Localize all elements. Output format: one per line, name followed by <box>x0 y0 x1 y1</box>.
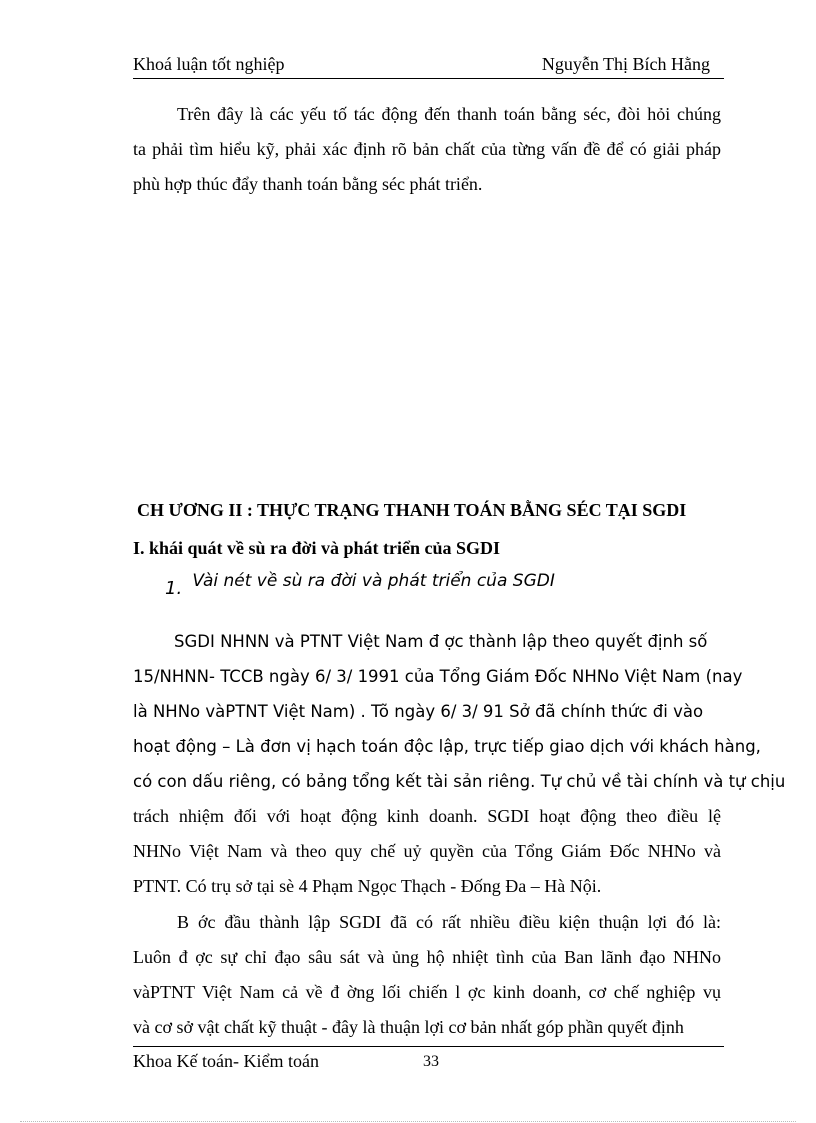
paragraph-line: Luôn đ ợc sự chỉ đạo sâu sát và ủng hộ nhiệt tình của Ban lãnh đạo NHNo <box>133 947 721 967</box>
chapter-title: CH ƯƠNG II : THỰC TRẠNG THANH TOÁN BẰNG SÉC TẠI SGDI <box>137 500 687 520</box>
paragraph-line: trách nhiệm đối với hoạt động kinh doanh. SGDI hoạt động theo điều lệ <box>133 806 721 826</box>
section-title: I. khái quát về sù ra đời và phát triển của SGDI <box>133 538 501 558</box>
page-boundary-divider <box>20 1121 796 1122</box>
intro-line: Trên đây là các yếu tố tác động đến thanh toán bằng séc, đòi hỏi chúng <box>177 104 721 124</box>
paragraph-line: B ớc đầu thành lập SGDI đã có rất nhiều điều kiện thuận lợi đó là: <box>177 912 721 932</box>
intro-line: phù hợp thúc đẩy thanh toán bằng séc phát triển. <box>133 174 483 194</box>
paragraph-line: SGDI NHNN và PTNT Việt Nam đ ợc thành lập theo quyết định số <box>174 632 708 651</box>
subsection-number: 1. <box>165 578 183 599</box>
header-thesis-label: Khoá luận tốt nghiệp <box>133 54 285 74</box>
paragraph-line: vàPTNT Việt Nam cả về đ ờng lối chiến l ợc kinh doanh, cơ chế nghiệp vụ <box>133 982 721 1002</box>
paragraph-line: có con dấu riêng, có bảng tổng kết tài sản riêng. Tự chủ về tài chính và tự chịu <box>133 772 786 791</box>
page-footer <box>133 1046 724 1071</box>
footer-department: Khoa Kế toán- Kiểm toán <box>133 1051 319 1071</box>
paragraph-conditions <box>133 905 721 1045</box>
intro-paragraph <box>133 97 721 202</box>
paragraph-line: 15/NHNN- TCCB ngày 6/ 3/ 1991 của Tổng Giám Đốc NHNo Việt Nam (nay <box>133 667 743 686</box>
subsection-heading <box>165 570 555 599</box>
page-number: 33 <box>423 1053 439 1070</box>
paragraph-history <box>133 624 786 904</box>
header-author-name: Nguyễn Thị Bích Hằng <box>541 54 710 74</box>
paragraph-line: NHNo Việt Nam và theo quy chế uỷ quyền của Tổng Giám Đốc NHNo và <box>133 841 721 861</box>
paragraph-line: là NHNo vàPTNT Việt Nam) . Tõ ngày 6/ 3/ 91 Sở đã chính thức đi vào <box>133 702 704 721</box>
paragraph-line: PTNT. Có trụ sở tại sè 4 Phạm Ngọc Thạch - Đống Đa – Hà Nội. <box>133 876 602 896</box>
intro-line: ta phải tìm hiểu kỹ, phải xác định rõ bản chất của từng vấn đề để có giải pháp <box>133 139 721 159</box>
subsection-title: Vài nét về sù ra đời và phát triển của SGDI <box>192 571 555 591</box>
page-header <box>133 52 724 79</box>
paragraph-line: và cơ sở vật chất kỹ thuật - đây là thuận lợi cơ bản nhất góp phần quyết định <box>133 1017 684 1037</box>
paragraph-line: hoạt động – Là đơn vị hạch toán độc lập, trực tiếp giao dịch với khách hàng, <box>133 737 761 756</box>
